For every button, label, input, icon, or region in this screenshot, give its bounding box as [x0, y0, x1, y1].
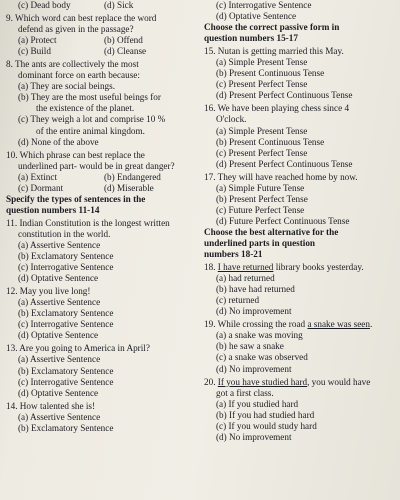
option: (c) Dormant [18, 182, 64, 193]
option: (c) Build [18, 46, 51, 57]
question-text [6, 286, 202, 297]
question-text [204, 172, 396, 183]
question-text [204, 319, 396, 330]
option: (b) have had returned [216, 284, 295, 295]
question-text: O'clock. [216, 114, 247, 125]
option: (d) Cleanse [104, 46, 147, 57]
option: (d) No improvement [216, 431, 292, 442]
option: (c) Dead body [18, 0, 71, 10]
question-number: 17. [204, 171, 216, 182]
question-text [204, 377, 396, 388]
question-number: 20. [204, 376, 216, 387]
question-text-cont [6, 161, 202, 172]
option: of the entire animal kingdom. [36, 125, 145, 136]
option: (d) Sick [104, 0, 134, 10]
option: (d) No improvement [216, 306, 292, 317]
question-number: 18. [204, 262, 216, 273]
question-text [6, 59, 202, 70]
option: (d) Optative Sentence [216, 11, 297, 22]
option: (d) Present Perfect Continuous Tense [216, 158, 353, 169]
section-heading: Choose the correct passive form in [204, 22, 340, 33]
question-text: constitution in the world. [18, 228, 111, 239]
option: (c) Interrogative Sentence [18, 262, 114, 273]
option: (c) Interrogative Sentence [18, 376, 114, 387]
option: (d) Optative Sentence [18, 387, 99, 398]
option-row [6, 0, 202, 11]
option: (a) Assertive Sentence [18, 354, 101, 365]
option: (a) had returned [216, 273, 275, 284]
question-number: 9. [6, 13, 13, 24]
section-heading: question numbers 15-17 [204, 33, 298, 44]
underlined-part: I have returned [217, 262, 274, 273]
option: (a) Simple Future Tense [216, 182, 305, 193]
option: (c) Future Perfect Tense [216, 204, 305, 215]
option: (b) Exclamatory Sentence [18, 251, 114, 262]
question-block [6, 286, 202, 341]
right-column [204, 0, 396, 443]
question-block [204, 103, 396, 169]
question-text [6, 401, 202, 412]
question-number: 13. [6, 343, 18, 354]
option: (a) Protect [18, 35, 57, 46]
question-number: 19. [204, 319, 216, 330]
section-heading: numbers 18-21 [204, 249, 263, 260]
option: (c) Present Perfect Tense [216, 147, 308, 158]
option: (a) Assertive Sentence [18, 411, 101, 422]
option: (c) Interrogative Sentence [18, 319, 114, 330]
question-text-after: , you would have [307, 376, 371, 387]
option: (a) If you studied hard [216, 398, 299, 409]
option: (a) a snake was moving [216, 330, 303, 341]
option: (b) Exclamatory Sentence [18, 365, 114, 376]
question-text [6, 343, 202, 354]
option: (d) Future Perfect Continuous Tense [216, 215, 350, 226]
question-number: 15. [204, 46, 216, 57]
underlined-part: If you have studied hard [217, 376, 308, 387]
option: (d) Miserable [104, 182, 154, 193]
option: (c) Present Perfect Tense [216, 79, 308, 90]
option: (b) If you had studied hard [216, 409, 315, 420]
question-text [204, 46, 396, 57]
question-text: underlined part- would be in great danger? [18, 160, 175, 171]
question-number: 11. [6, 217, 18, 228]
question-text: How talented she is! [19, 400, 96, 411]
question-text-after: library books yesterday. [273, 262, 364, 273]
question-text [6, 218, 202, 229]
question-text: Indian Constitution is the longest written [19, 217, 170, 228]
option-row [6, 46, 202, 57]
option: (d) None of the above [18, 136, 99, 147]
option: (b) Exclamatory Sentence [18, 308, 114, 319]
option: (b) Offend [104, 35, 143, 46]
option: (d) No improvement [216, 363, 292, 374]
option: (b) Present Continuous Tense [216, 136, 325, 147]
question-text-cont [6, 229, 202, 240]
option: (b) Exclamatory Sentence [18, 422, 114, 433]
question-text-cont [6, 70, 202, 81]
question-text: Nutan is getting married this May. [217, 46, 344, 57]
option: (c) If you would study hard [216, 420, 317, 431]
option: (c) a snake was observed [216, 352, 308, 363]
question-text [204, 103, 396, 114]
option: the existence of the planet. [36, 103, 135, 114]
question-block [6, 218, 202, 284]
option: (b) They are the most useful beings for [18, 92, 161, 103]
option: (d) Present Perfect Continuous Tense [216, 90, 353, 101]
option: (a) Assertive Sentence [18, 239, 101, 250]
question-text: Which phrase can best replace the [19, 149, 145, 160]
question-text [6, 150, 202, 161]
question-text-cont [6, 24, 202, 35]
question-text: They will have reached home by now. [217, 171, 358, 182]
option: (d) Optative Sentence [18, 273, 99, 284]
section-heading: underlined parts in question [204, 237, 316, 248]
question-text-cont: got a first class. [216, 387, 274, 398]
question-text: The ants are collectively the most [15, 59, 139, 70]
question-text-before: While crossing the road [217, 319, 308, 330]
question-text: Are you going to America in April? [19, 343, 150, 354]
option: (b) Endangered [104, 171, 161, 182]
option: (b) Present Continuous Tense [216, 68, 325, 79]
question-text-cont [204, 114, 396, 125]
question-text: dominant force on earth because: [18, 70, 140, 81]
left-column [6, 0, 202, 434]
option-row [6, 172, 202, 183]
question-number: 10. [6, 149, 18, 160]
question-block [6, 150, 202, 194]
option-row [6, 35, 202, 46]
underlined-part: a snake was seen [307, 319, 370, 330]
section-heading: Specify the types of sentences in the [6, 193, 146, 204]
question-text: defend as given in the passage? [18, 24, 134, 35]
section-heading: question numbers 11-14 [6, 204, 100, 215]
option: (a) They are social beings. [18, 81, 116, 92]
question-block [6, 343, 202, 398]
question-number: 14. [6, 400, 18, 411]
option: (c) They weigh a lot and comprise 10 % [18, 114, 166, 125]
question-text [6, 13, 202, 24]
question-text: May you live long! [19, 286, 91, 297]
question-text: We have been playing chess since 4 [217, 103, 350, 114]
option: (a) Simple Present Tense [216, 57, 308, 68]
option: (c) Interrogative Sentence [216, 0, 312, 10]
option: (a) Extinct [18, 171, 58, 182]
question-block [204, 319, 396, 374]
question-block [204, 172, 396, 227]
question-number: 8. [6, 59, 13, 70]
option-row [6, 183, 202, 194]
question-block [204, 377, 396, 443]
option: (a) Assertive Sentence [18, 297, 101, 308]
question-text-after: . [369, 319, 373, 330]
option: (b) Present Perfect Tense [216, 193, 308, 204]
question-number: 12. [6, 286, 18, 297]
option: (b) he saw a snake [216, 341, 284, 352]
question-block [6, 59, 202, 147]
option: (c) returned [216, 295, 260, 306]
question-block [204, 46, 396, 101]
section-heading: Choose the best alternative for the [204, 226, 339, 237]
question-number: 16. [204, 103, 216, 114]
option: (a) Simple Present Tense [216, 125, 308, 136]
option: (d) Optative Sentence [18, 330, 99, 341]
question-block [6, 401, 202, 434]
question-text: Which word can best replace the word [15, 13, 157, 24]
question-text [204, 262, 396, 273]
question-block [6, 13, 202, 57]
question-block [204, 262, 396, 317]
